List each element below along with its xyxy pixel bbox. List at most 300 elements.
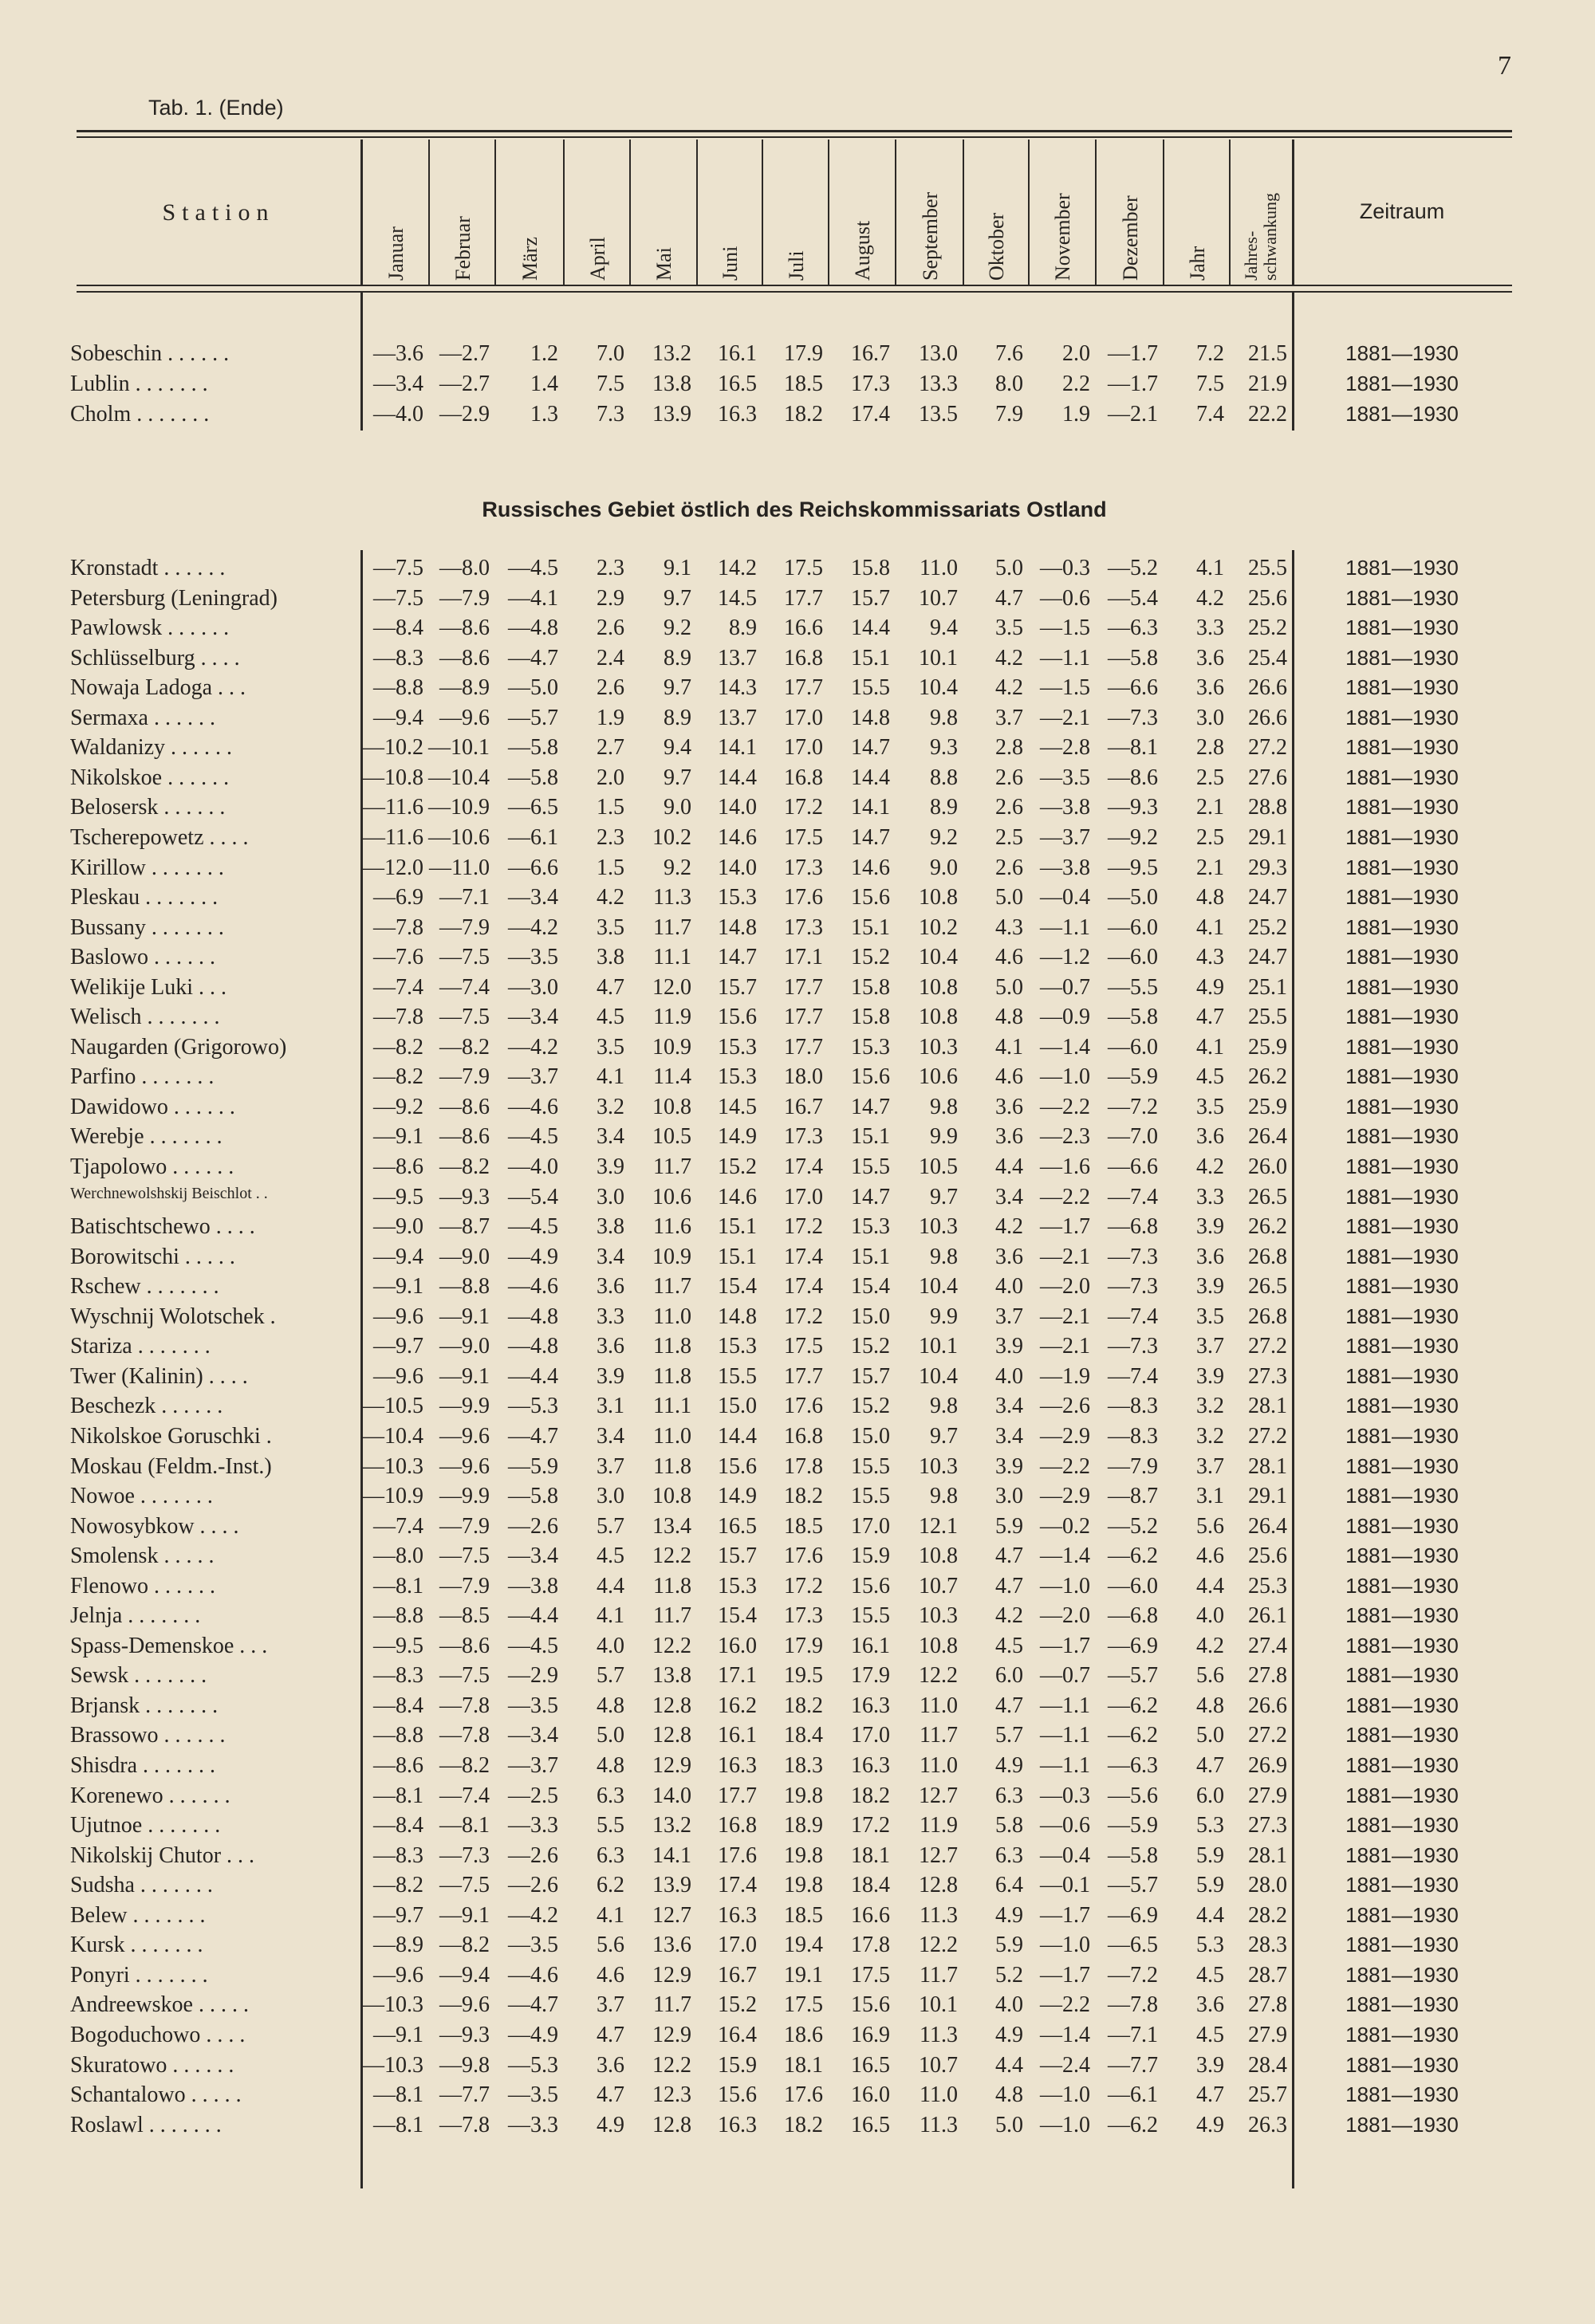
value-cell: 5.3	[1196, 1813, 1224, 1838]
value-cell: 11.9	[653, 1005, 691, 1030]
period-cell: 1881—1930	[1345, 824, 1459, 849]
station-name: Schlüsselburg . . . .	[70, 645, 240, 670]
value-cell: 12.2	[919, 1663, 958, 1689]
value-cell: 4.7	[597, 974, 624, 1000]
value-cell: 14.7	[851, 735, 890, 761]
value-cell: —8.3	[373, 1842, 423, 1868]
table-row	[0, 1334, 1595, 1359]
value-cell: 4.7	[1196, 2082, 1224, 2108]
value-cell: —9.6	[373, 1962, 423, 1988]
value-cell: —8.8	[373, 1723, 423, 1748]
table-row	[0, 1514, 1595, 1540]
month-header: Jahr	[1185, 246, 1209, 281]
column-rule	[629, 140, 631, 285]
table-row	[0, 1992, 1595, 2018]
station-name: Nowoe . . . . . . .	[70, 1484, 213, 1509]
value-cell: 15.3	[718, 1034, 757, 1060]
value-cell: —3.7	[1040, 824, 1090, 850]
value-cell: 5.9	[995, 1513, 1023, 1539]
station-name: Wyschnij Wolotschek .	[70, 1304, 276, 1329]
header-bottom-rule	[77, 285, 1512, 286]
table-row	[0, 1274, 1595, 1300]
value-cell: —5.0	[1108, 885, 1158, 910]
value-cell: 15.6	[851, 885, 890, 910]
station-name: Tscherepowetz . . . .	[70, 824, 249, 850]
value-cell: —3.7	[508, 1753, 558, 1778]
value-cell: 7.9	[995, 402, 1023, 427]
value-cell: 24.7	[1248, 885, 1287, 910]
value-cell: —1.7	[1040, 1633, 1090, 1658]
value-cell: 15.3	[851, 1034, 890, 1060]
value-cell: —2.3	[1040, 1124, 1090, 1150]
period-cell: 1881—1930	[1345, 795, 1459, 820]
value-cell: —6.9	[1108, 1902, 1158, 1928]
value-cell: 8.9	[664, 645, 691, 670]
value-cell: —7.7	[439, 2082, 490, 2108]
value-cell: 3.8	[597, 1214, 624, 1240]
value-cell: —9.3	[439, 1184, 490, 1209]
value-cell: 4.6	[1196, 1543, 1224, 1569]
value-cell: 17.4	[784, 1244, 823, 1269]
value-cell: —6.6	[508, 855, 558, 880]
value-cell: 15.8	[851, 974, 890, 1000]
value-cell: 12.9	[652, 1753, 691, 1778]
value-cell: —7.7	[1108, 2052, 1158, 2078]
value-cell: 10.1	[919, 1334, 958, 1359]
value-cell: 14.1	[851, 795, 890, 820]
value-cell: 27.3	[1248, 1813, 1287, 1838]
value-cell: 6.3	[597, 1842, 624, 1868]
value-cell: 2.3	[597, 556, 624, 580]
value-cell: 17.5	[784, 1334, 823, 1359]
period-cell: 1881—1930	[1345, 1005, 1459, 1029]
value-cell: 14.5	[718, 1094, 757, 1119]
value-cell: 5.9	[1196, 1842, 1224, 1868]
value-cell: —8.8	[439, 1274, 490, 1300]
value-cell: —2.1	[1040, 1244, 1090, 1269]
value-cell: 17.0	[851, 1513, 890, 1539]
value-cell: 12.2	[919, 1933, 958, 1958]
value-cell: 15.1	[718, 1244, 757, 1269]
value-cell: —0.1	[1040, 1873, 1090, 1898]
value-cell: 5.6	[1196, 1663, 1224, 1689]
table-row	[0, 1843, 1595, 1869]
value-cell: 4.5	[995, 1633, 1023, 1658]
value-cell: —3.4	[508, 1723, 558, 1748]
value-cell: —8.9	[373, 1933, 423, 1958]
value-cell: —5.2	[1108, 1513, 1158, 1539]
value-cell: —5.0	[508, 675, 558, 701]
value-cell: —1.4	[1040, 1543, 1090, 1569]
value-cell: 14.8	[718, 1304, 757, 1329]
value-cell: 17.2	[784, 1214, 823, 1240]
table-row	[0, 765, 1595, 791]
value-cell: 4.3	[1196, 945, 1224, 970]
value-cell: 27.3	[1248, 1363, 1287, 1389]
value-cell: 15.8	[851, 556, 890, 580]
value-cell: 4.9	[995, 1753, 1023, 1778]
table-row	[0, 1394, 1595, 1419]
value-cell: 4.1	[597, 1064, 624, 1090]
value-cell: —8.2	[373, 1064, 423, 1090]
value-cell: —2.9	[439, 402, 490, 427]
value-cell: 8.8	[930, 765, 958, 790]
value-cell: 2.5	[995, 824, 1023, 850]
value-cell: 19.8	[784, 1873, 823, 1898]
station-name: Korenewo . . . . . .	[70, 1783, 230, 1808]
value-cell: 11.3	[920, 2022, 958, 2047]
table-row	[0, 1154, 1595, 1180]
value-cell: 17.3	[851, 372, 890, 396]
value-cell: 13.9	[652, 402, 691, 427]
station-name: Spass-Demenskoe . . .	[70, 1633, 268, 1658]
value-cell: 15.1	[851, 914, 890, 940]
value-cell: 10.2	[919, 914, 958, 940]
value-cell: 4.9	[995, 2022, 1023, 2047]
month-header: Juni	[719, 246, 742, 281]
station-name: Schantalowo . . . . .	[70, 2082, 242, 2108]
table-row	[0, 341, 1595, 367]
value-cell: 11.0	[653, 1423, 691, 1449]
value-cell: —4.9	[508, 2022, 558, 2047]
value-cell: 2.6	[995, 765, 1023, 790]
value-cell: 4.0	[995, 1992, 1023, 2018]
value-cell: 26.6	[1248, 705, 1287, 730]
value-cell: 4.4	[1196, 1902, 1224, 1928]
table-row	[0, 2113, 1595, 2138]
value-cell: —7.4	[1108, 1363, 1158, 1389]
value-cell: —2.1	[1108, 402, 1158, 427]
value-cell: 12.8	[652, 1693, 691, 1718]
value-cell: —1.7	[1108, 341, 1158, 366]
value-cell: 2.2	[1062, 372, 1090, 396]
month-header: Juli	[784, 250, 808, 281]
station-name: Pawlowsk . . . . . .	[70, 615, 230, 641]
value-cell: 24.7	[1248, 945, 1287, 970]
value-cell: —4.2	[508, 1902, 558, 1928]
value-cell: 28.1	[1248, 1453, 1287, 1479]
value-cell: 16.1	[718, 1723, 757, 1748]
value-cell: 2.4	[597, 645, 624, 670]
value-cell: —3.4	[508, 1543, 558, 1569]
value-cell: —9.6	[373, 1304, 423, 1329]
value-cell: —10.8	[362, 765, 423, 790]
period-cell: 1881—1930	[1345, 1723, 1459, 1748]
period-cell: 1881—1930	[1345, 645, 1459, 670]
value-cell: 4.2	[995, 675, 1023, 701]
value-cell: 3.7	[1196, 1453, 1224, 1479]
value-cell: 3.9	[1196, 1214, 1224, 1240]
value-cell: 14.1	[718, 735, 757, 761]
value-cell: 3.6	[1196, 1992, 1224, 2018]
value-cell: 6.3	[995, 1842, 1023, 1868]
value-cell: 25.3	[1248, 1573, 1287, 1598]
value-cell: 17.1	[784, 945, 823, 970]
column-rule	[1229, 140, 1231, 285]
column-rule	[428, 140, 430, 285]
value-cell: —4.2	[508, 914, 558, 940]
value-cell: 18.3	[784, 1753, 823, 1778]
table-row	[0, 915, 1595, 941]
value-cell: 14.2	[718, 556, 757, 580]
value-cell: 26.0	[1248, 1154, 1287, 1179]
value-cell: —7.3	[1108, 1244, 1158, 1269]
top-rule	[77, 130, 1512, 132]
value-cell: 3.0	[995, 1484, 1023, 1509]
value-cell: —4.5	[508, 1633, 558, 1658]
value-cell: 11.7	[653, 1274, 691, 1300]
value-cell: —7.9	[439, 585, 490, 611]
value-cell: 16.1	[718, 341, 757, 366]
value-cell: —10.3	[362, 1992, 423, 2018]
value-cell: 10.7	[919, 2052, 958, 2078]
value-cell: 4.8	[995, 2082, 1023, 2108]
value-cell: 7.0	[597, 341, 624, 366]
station-name: Ponyri . . . . . . .	[70, 1962, 208, 1988]
value-cell: 17.4	[784, 1274, 823, 1300]
value-cell: —0.6	[1040, 1813, 1090, 1838]
value-cell: 14.8	[851, 705, 890, 730]
value-cell: 2.6	[995, 855, 1023, 880]
value-cell: 17.7	[784, 1363, 823, 1389]
station-name: Baslowo . . . . . .	[70, 945, 215, 970]
period-cell: 1881—1930	[1345, 1154, 1459, 1178]
value-cell: —5.4	[508, 1184, 558, 1209]
value-cell: 2.1	[1196, 855, 1224, 880]
value-cell: 15.6	[851, 1064, 890, 1090]
period-cell: 1881—1930	[1345, 705, 1459, 729]
value-cell: 4.8	[597, 1753, 624, 1778]
value-cell: —3.8	[1040, 795, 1090, 820]
station-name: Sobeschin . . . . . .	[70, 341, 230, 366]
value-cell: 15.3	[851, 1214, 890, 1240]
value-cell: 16.3	[718, 1753, 757, 1778]
value-cell: 2.9	[597, 585, 624, 611]
value-cell: 26.5	[1248, 1274, 1287, 1300]
value-cell: 2.7	[597, 735, 624, 761]
value-cell: —1.7	[1108, 372, 1158, 396]
value-cell: —4.8	[508, 1334, 558, 1359]
value-cell: 25.7	[1248, 2082, 1287, 2108]
value-cell: —0.7	[1040, 1663, 1090, 1689]
value-cell: —6.0	[1108, 914, 1158, 940]
value-cell: 17.6	[784, 1394, 823, 1419]
value-cell: 10.6	[919, 1064, 958, 1090]
value-cell: —9.3	[439, 2022, 490, 2047]
table-row	[0, 2053, 1595, 2078]
table-row	[0, 1005, 1595, 1030]
value-cell: —2.2	[1040, 1094, 1090, 1119]
value-cell: —8.1	[373, 1783, 423, 1808]
station-name: Twer (Kalinin) . . . .	[70, 1363, 248, 1389]
value-cell: —0.4	[1040, 885, 1090, 910]
table-row	[0, 1813, 1595, 1838]
value-cell: 11.4	[653, 1064, 691, 1090]
value-cell: 5.7	[995, 1723, 1023, 1748]
station-name: Sewsk . . . . . . .	[70, 1663, 207, 1689]
value-cell: —9.1	[439, 1363, 490, 1389]
value-cell: 26.9	[1248, 1753, 1287, 1778]
value-cell: 4.1	[1196, 556, 1224, 580]
value-cell: —2.1	[1040, 1334, 1090, 1359]
value-cell: 4.6	[995, 945, 1023, 970]
station-name: Nikolskoe . . . . . .	[70, 765, 230, 790]
period-cell: 1881—1930	[1345, 1543, 1459, 1568]
value-cell: 7.4	[1196, 402, 1224, 427]
value-cell: 5.0	[597, 1723, 624, 1748]
value-cell: 10.4	[919, 1363, 958, 1389]
value-cell: —9.6	[439, 1423, 490, 1449]
value-cell: 11.0	[920, 1753, 958, 1778]
value-cell: —5.8	[508, 735, 558, 761]
value-cell: 28.3	[1248, 1933, 1287, 1958]
station-name: Shisdra . . . . . . .	[70, 1753, 215, 1778]
value-cell: —2.6	[508, 1873, 558, 1898]
value-cell: —11.6	[363, 824, 423, 850]
column-rule	[895, 140, 896, 285]
value-cell: 15.3	[718, 885, 757, 910]
value-cell: 6.4	[995, 1873, 1023, 1898]
value-cell: —9.7	[373, 1902, 423, 1928]
value-cell: 18.2	[784, 1693, 823, 1718]
value-cell: 28.1	[1248, 1394, 1287, 1419]
value-cell: 26.5	[1248, 1184, 1287, 1209]
value-cell: 16.3	[718, 402, 757, 427]
value-cell: 10.7	[919, 585, 958, 611]
value-cell: 11.3	[653, 885, 691, 910]
value-cell: —7.0	[1108, 1124, 1158, 1150]
value-cell: 15.2	[718, 1154, 757, 1179]
value-cell: —9.3	[1108, 795, 1158, 820]
value-cell: 4.1	[995, 1034, 1023, 1060]
value-cell: 15.1	[851, 645, 890, 670]
value-cell: —1.7	[1040, 1214, 1090, 1240]
value-cell: 15.3	[718, 1064, 757, 1090]
value-cell: 15.5	[851, 675, 890, 701]
value-cell: —2.2	[1040, 1184, 1090, 1209]
value-cell: 21.9	[1248, 372, 1287, 396]
value-cell: 17.6	[784, 885, 823, 910]
table-row	[0, 735, 1595, 761]
value-cell: 4.8	[995, 1005, 1023, 1030]
value-cell: 16.4	[718, 2022, 757, 2047]
value-cell: 2.6	[995, 795, 1023, 820]
value-cell: —4.6	[508, 1962, 558, 1988]
value-cell: 4.1	[1196, 1034, 1224, 1060]
value-cell: 1.3	[530, 402, 558, 427]
value-cell: 17.6	[784, 1543, 823, 1569]
value-cell: 10.5	[919, 1154, 958, 1179]
value-cell: 4.2	[1196, 1154, 1224, 1179]
value-cell: 11.3	[920, 1902, 958, 1928]
value-cell: —9.1	[373, 2022, 423, 2047]
value-cell: 17.9	[784, 341, 823, 366]
value-cell: —1.1	[1040, 645, 1090, 670]
value-cell: 4.3	[995, 914, 1023, 940]
value-cell: 15.0	[851, 1304, 890, 1329]
value-cell: 3.5	[995, 615, 1023, 641]
value-cell: 16.5	[718, 1513, 757, 1539]
value-cell: —6.8	[1108, 1214, 1158, 1240]
value-cell: 25.5	[1248, 556, 1287, 580]
value-cell: 2.0	[597, 765, 624, 790]
value-cell: 3.7	[597, 1992, 624, 2018]
value-cell: 16.5	[851, 2112, 890, 2137]
value-cell: 3.6	[995, 1244, 1023, 1269]
value-cell: 12.1	[919, 1513, 958, 1539]
value-cell: 1.9	[597, 705, 624, 730]
column-rule	[696, 140, 698, 285]
value-cell: 18.1	[851, 1842, 890, 1868]
value-cell: 10.2	[652, 824, 691, 850]
table-row	[0, 646, 1595, 671]
column-rule	[1095, 140, 1097, 285]
period-cell: 1881—1930	[1345, 1363, 1459, 1388]
station-name: Nowaja Ladoga . . .	[70, 675, 246, 701]
table-row	[0, 706, 1595, 731]
value-cell: 4.9	[1196, 974, 1224, 1000]
value-cell: 3.6	[1196, 1244, 1224, 1269]
value-cell: —4.6	[508, 1274, 558, 1300]
value-cell: 12.7	[919, 1842, 958, 1868]
value-cell: 25.2	[1248, 615, 1287, 641]
value-cell: 17.0	[784, 735, 823, 761]
value-cell: —6.1	[1108, 2082, 1158, 2108]
table-row	[0, 1783, 1595, 1809]
station-name: Welikije Luki . . .	[70, 974, 227, 1000]
value-cell: 18.2	[784, 1484, 823, 1509]
value-cell: 10.8	[919, 1633, 958, 1658]
value-cell: —7.8	[1108, 1992, 1158, 2018]
value-cell: 16.5	[718, 372, 757, 396]
value-cell: 3.9	[1196, 2052, 1224, 2078]
value-cell: 13.3	[919, 372, 958, 396]
station-name: Batischtschewo . . . .	[70, 1214, 255, 1240]
value-cell: 16.0	[718, 1633, 757, 1658]
value-cell: —8.2	[373, 1034, 423, 1060]
value-cell: 3.6	[1196, 675, 1224, 701]
value-cell: 4.2	[995, 645, 1023, 670]
value-cell: 6.0	[1196, 1783, 1224, 1808]
value-cell: —2.2	[1040, 1992, 1090, 2018]
value-cell: 15.5	[851, 1453, 890, 1479]
table-row	[0, 1903, 1595, 1929]
value-cell: —7.1	[439, 885, 490, 910]
value-cell: 15.0	[718, 1394, 757, 1419]
value-cell: 27.2	[1248, 1334, 1287, 1359]
value-cell: —9.5	[373, 1184, 423, 1209]
value-cell: —1.2	[1040, 945, 1090, 970]
value-cell: 3.6	[597, 1274, 624, 1300]
table-row	[0, 1245, 1595, 1270]
value-cell: —9.6	[439, 1992, 490, 2018]
value-cell: 9.8	[930, 1394, 958, 1419]
value-cell: 18.5	[784, 372, 823, 396]
value-cell: 10.4	[919, 675, 958, 701]
value-cell: —9.6	[439, 705, 490, 730]
value-cell: 17.9	[784, 1633, 823, 1658]
value-cell: 5.6	[597, 1933, 624, 1958]
value-cell: 2.1	[1196, 795, 1224, 820]
value-cell: 1.2	[530, 341, 558, 366]
value-cell: —1.7	[1040, 1962, 1090, 1988]
value-cell: —1.1	[1040, 1693, 1090, 1718]
value-cell: 9.7	[664, 675, 691, 701]
value-cell: —2.8	[1040, 735, 1090, 761]
month-header: Februar	[451, 216, 475, 281]
value-cell: 1.4	[530, 372, 558, 396]
value-cell: —7.3	[439, 1842, 490, 1868]
